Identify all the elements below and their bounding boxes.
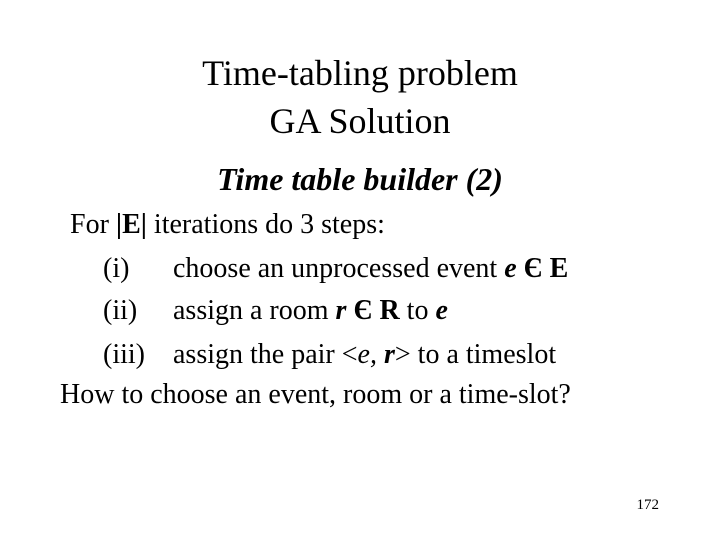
page-number: 172 [636,497,659,513]
step-2-element-of: Є [346,295,380,326]
step-2 [103,297,448,325]
question-line: How to choose an event, room or a time-slot? [60,379,571,410]
step-1-variable: e [504,253,517,284]
step-2-number: (ii) [103,295,138,326]
slide-title-line-2: GA Solution [269,101,451,141]
step-3-pair-space [377,339,384,370]
step-2-to: to [399,295,436,326]
step-1 [103,255,568,283]
step-2-target: e [435,295,448,326]
step-3-pair-r: r [383,339,395,370]
step-3-text-after: > to a timeslot [394,339,557,370]
set-e-cardinality: |E| [115,209,147,240]
step-1-number: (i) [103,253,130,284]
step-1-text: choose an unprocessed event [173,253,505,284]
intro-suffix: iterations do 3 steps: [146,209,385,240]
slide-title-line-1: Time-tabling problem [202,53,518,93]
step-2-set: R [379,295,400,326]
step-3-text-before: assign the pair < [173,339,358,370]
step-3-number: (iii) [103,339,145,370]
step-1-element-of: Є [516,253,550,284]
step-2-text: assign a room [173,295,336,326]
slide-subtitle: Time table builder (2) [217,161,503,197]
step-3 [103,341,556,369]
intro-line [70,211,385,239]
step-1-set: E [549,253,569,284]
intro-prefix: For [70,209,116,240]
step-3-pair-e: e, [357,339,377,370]
step-2-variable: r [335,295,347,326]
